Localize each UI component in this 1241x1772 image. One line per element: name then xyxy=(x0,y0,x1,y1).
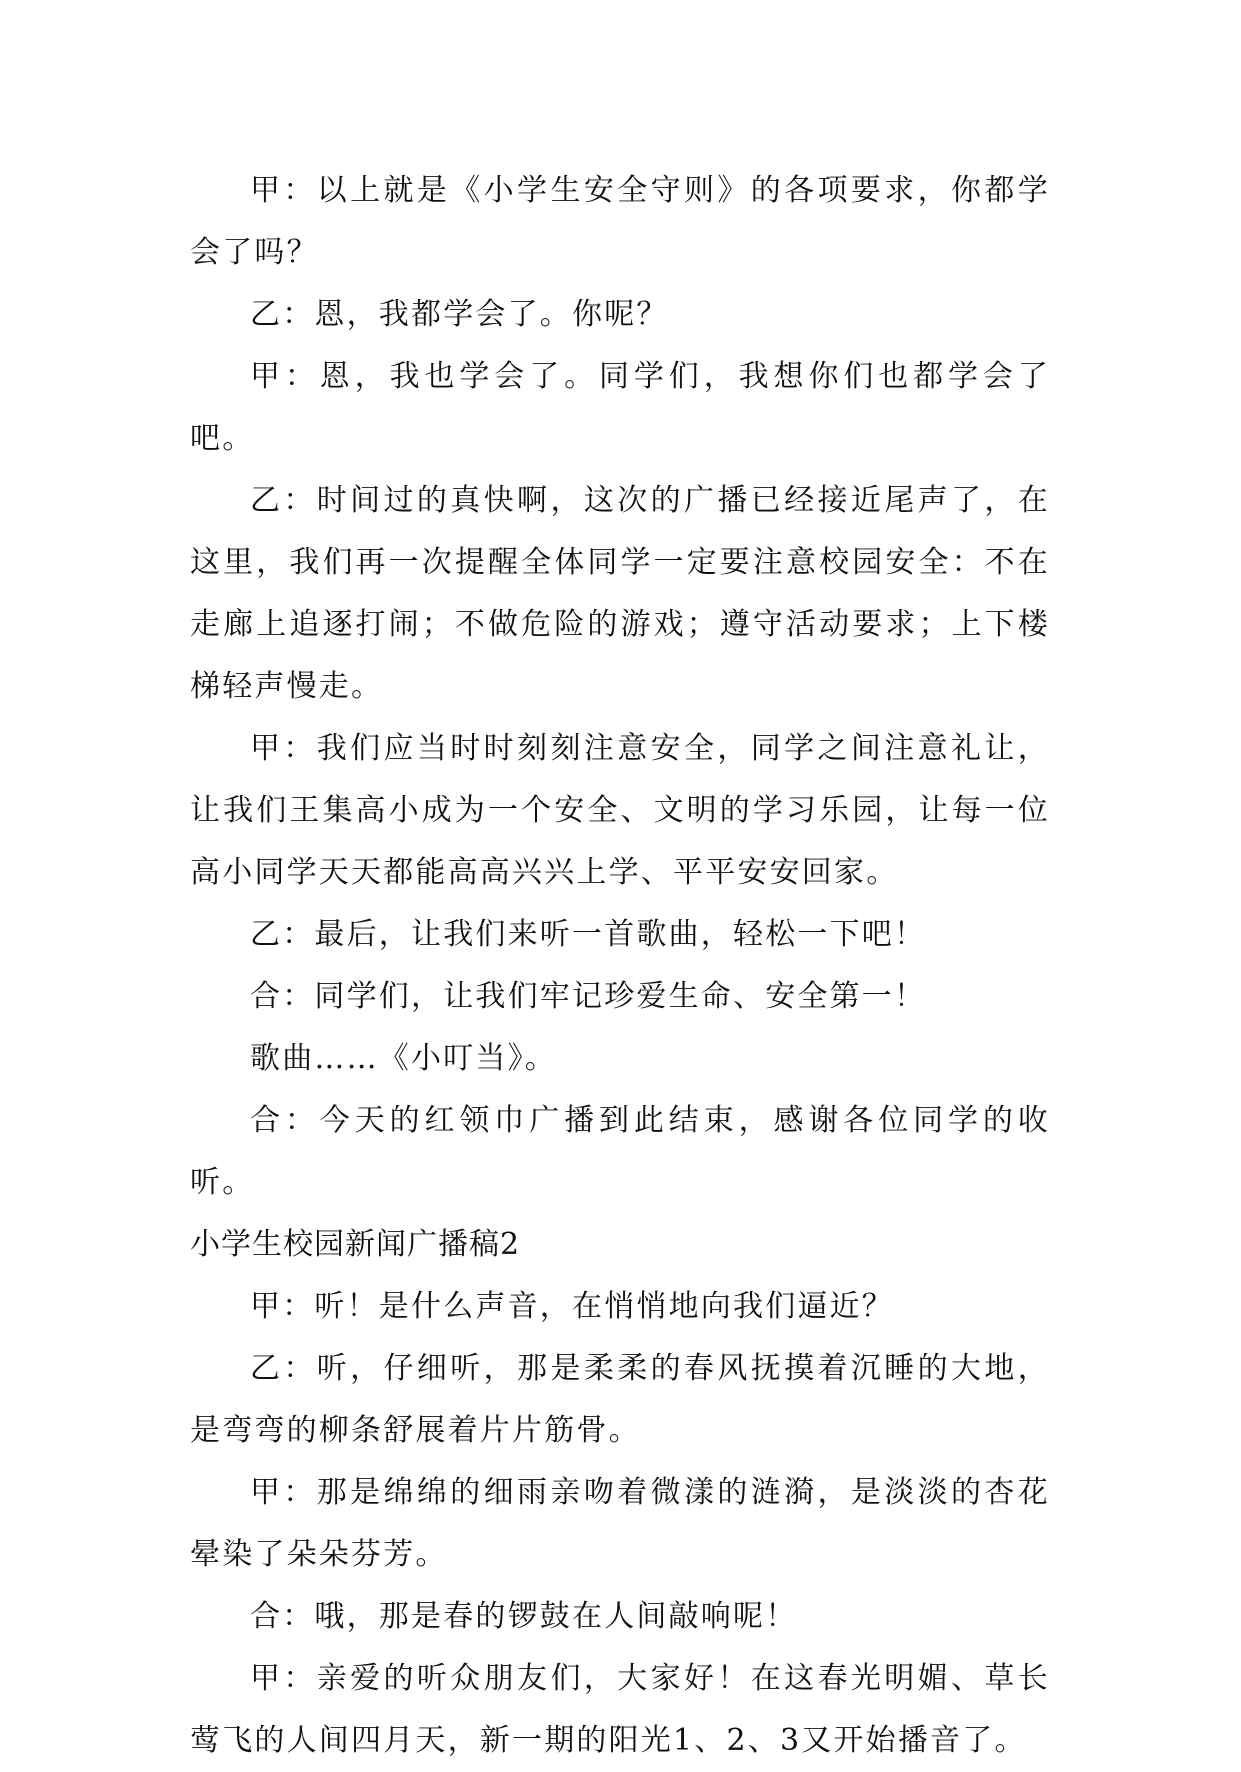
paragraph: 甲：亲爱的听众朋友们，大家好！在这春光明媚、草长莺飞的人间四月天，新一期的阳光1、2、3又开始播音了。 xyxy=(190,1661,1050,1758)
paragraph: 甲：听！是什么声音，在悄悄地向我们逼近？ xyxy=(250,1289,894,1324)
paragraph: 合：同学们，让我们牢记珍爱生命、安全第一！ xyxy=(250,979,927,1014)
paragraph: 甲：那是绵绵的细雨亲吻着微漾的涟漪，是淡淡的杏花晕染了朵朵芬芳。 xyxy=(190,1475,1050,1572)
paragraph: 乙：听，仔细听，那是柔柔的春风抚摸着沉睡的大地，是弯弯的柳条舒展着片片筋骨。 xyxy=(190,1351,1050,1448)
paragraph: 甲：以上就是《小学生安全守则》的各项要求，你都学会了吗？ xyxy=(190,173,1050,270)
paragraph: 合：哦，那是春的锣鼓在人间敲响呢！ xyxy=(250,1599,798,1634)
paragraph: 乙：最后，让我们来听一首歌曲，轻松一下吧！ xyxy=(250,917,927,952)
paragraph: 甲：恩，我也学会了。同学们，我想你们也都学会了吧。 xyxy=(190,359,1050,456)
document-body xyxy=(190,160,1050,1772)
paragraph: 乙：时间过的真快啊，这次的广播已经接近尾声了，在这里，我们再一次提醒全体同学一定要注意校园安全：不在走廊上追逐打闹；不做危险的游戏；遵守活动要求；上下楼梯轻声慢走。 xyxy=(190,483,1050,704)
paragraph: 乙：恩，我都学会了。你呢？ xyxy=(250,297,669,332)
section-heading: 小学生校园新闻广播稿2 xyxy=(190,1227,521,1262)
paragraph: 合：今天的红领巾广播到此结束，感谢各位同学的收听。 xyxy=(190,1103,1050,1200)
paragraph: 甲：我们应当时时刻刻注意安全，同学之间注意礼让，让我们王集高小成为一个安全、文明的学习乐园，让每一位高小同学天天都能高高兴兴上学、平平安安回家。 xyxy=(190,731,1050,890)
paragraph: 歌曲……《小叮当》。 xyxy=(250,1041,557,1076)
